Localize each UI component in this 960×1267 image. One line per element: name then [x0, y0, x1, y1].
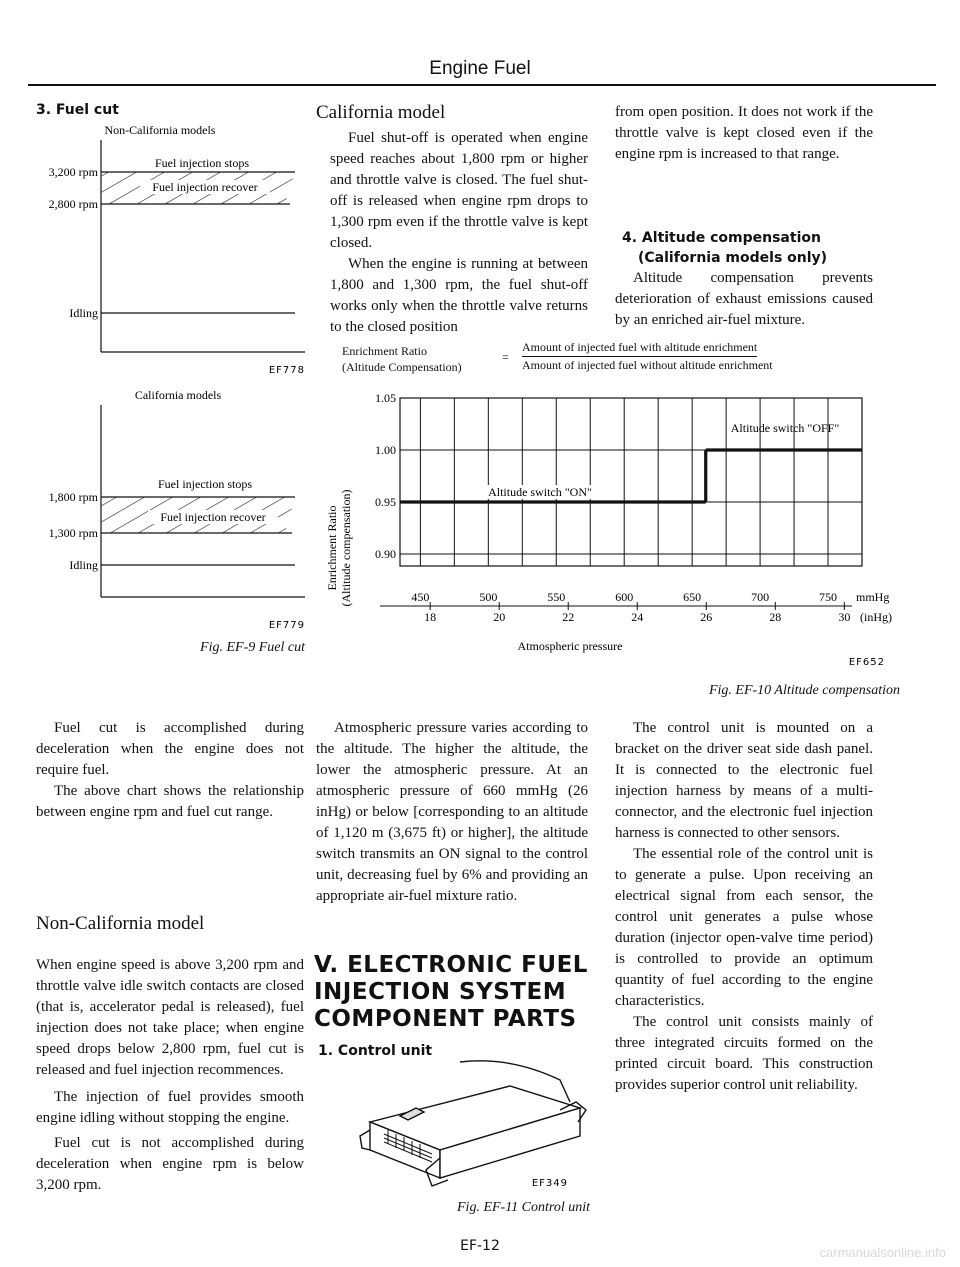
- y-tick-label: 0.90: [375, 547, 396, 561]
- atmospheric-para: Atmospheric pressure varies according to the altitude. The higher the altitude, the lower the atmospheric pressure. At an atmospheric pressure of 660 mmHg (26 inHg) or below [corresponding to an altitude of 1,120 m (3,675 ft) or higher], the altitude switch transmits an ON signal to the control unit, decreasing fuel by 6% and providing an appropriate air-fuel mixture ratio.: [316, 720, 588, 904]
- california-para2: When the engine is running at between 1,800 and 1,300 rpm, the fuel shut-off works only when the throttle valve returns to the closed position: [330, 256, 588, 335]
- formula-left1: Enrichment Ratio: [342, 344, 427, 358]
- enrichment-formula: [342, 340, 902, 380]
- non-california-text: [36, 955, 304, 1196]
- x-unit-mmhg: mmHg: [856, 590, 890, 604]
- x-tick-inhg: 24: [631, 610, 644, 624]
- x-tick-inhg: 20: [493, 610, 506, 624]
- altitude-chart: [325, 388, 910, 688]
- x-tick-mmhg: 650: [683, 590, 702, 604]
- chart1-recover-label: Fuel injection recover: [152, 180, 258, 194]
- formula-numerator: Amount of injected fuel with altitude enrichment: [522, 340, 757, 357]
- fuel-cut-para2: The above chart shows the relationship between engine rpm and fuel cut range.: [36, 783, 304, 820]
- fuel-cut-chart1-svg: [30, 120, 310, 380]
- formula-denominator: Amount of injected fuel without altitude enrichment: [522, 358, 773, 372]
- efi-heading: [314, 952, 588, 1033]
- california-text-cont: [615, 102, 873, 165]
- y-axis-label-line1: Enrichment Ratio: [325, 505, 339, 591]
- watermark: carmanualsonline.info: [819, 1245, 946, 1260]
- y-tick-label: 1.00: [375, 443, 396, 457]
- page-number: EF-12: [460, 1238, 500, 1254]
- x-tick-mmhg: 450: [411, 590, 430, 604]
- non-california-para1: When engine speed is above 3,200 rpm and throttle valve idle switch contacts are closed (that is, accelerator pedal is released), fuel injection does not take place; when engine speed drops below 2,800 rpm, fuel cut is released and fuel injection recommences.: [36, 957, 304, 1078]
- control-unit-subheading: 1. Control unit: [318, 1043, 433, 1059]
- switch-on-label: Altitude switch "ON": [488, 485, 592, 499]
- control-unit-text: [615, 718, 873, 1096]
- altitude-chart-svg: [325, 388, 910, 688]
- fuel-cut-chart-california: [30, 385, 310, 635]
- fuel-cut-chart2-svg: [30, 385, 310, 635]
- chart1-label: Non-California models: [104, 123, 216, 137]
- x-tick-inhg: 18: [424, 610, 437, 624]
- california-heading: California model: [316, 102, 446, 123]
- fig-ef11-caption: Fig. EF-11 Control unit: [457, 1200, 590, 1215]
- x-tick-inhg: 28: [769, 610, 782, 624]
- altitude-para: Altitude compensation prevents deterioration of exhaust emissions caused by an enriched air-fuel mixture.: [615, 270, 873, 328]
- chart2-stops-label: Fuel injection stops: [158, 477, 252, 491]
- y-tick-label: 0.95: [375, 495, 396, 509]
- x-tick-inhg: 30: [838, 610, 851, 624]
- switch-off-label: Altitude switch "OFF": [730, 421, 840, 435]
- non-california-para2: The injection of fuel provides smooth engine idling without stopping the engine.: [36, 1089, 304, 1126]
- altitude-heading: [622, 228, 880, 268]
- chart1-idling: Idling: [69, 306, 98, 320]
- chart2-idling: Idling: [69, 558, 98, 572]
- x-tick-mmhg: 550: [547, 590, 566, 604]
- formula-left2: (Altitude Compensation): [342, 360, 462, 374]
- california-para2-cont: from open position. It does not work if the throttle valve is kept closed even if the engine rpm is increased to that range.: [615, 104, 873, 162]
- non-california-para3: Fuel cut is not accomplished during deceleration when engine rpm is below 3,200 rpm.: [36, 1135, 304, 1193]
- chart1-rpm-low: 2,800 rpm: [48, 197, 98, 211]
- x-tick-inhg: 26: [700, 610, 713, 624]
- fuel-cut-chart-non-california: [30, 120, 310, 380]
- y-tick-label: 1.05: [375, 391, 396, 405]
- x-tick-inhg: 22: [562, 610, 575, 624]
- fuel-cut-heading: 3. Fuel cut: [36, 102, 119, 118]
- chart1-rpm-high: 3,200 rpm: [48, 165, 98, 179]
- chart2-rpm-high: 1,800 rpm: [48, 490, 98, 504]
- altitude-chart-code: EF652: [848, 657, 885, 668]
- page-header-title: Engine Fuel: [429, 58, 531, 79]
- control-unit-para3: The control unit consists mainly of three integrated circuits formed on the printed circuit board. This construction provides superior control unit reliability.: [615, 1014, 873, 1093]
- x-tick-mmhg: 500: [479, 590, 498, 604]
- altitude-series: [400, 450, 862, 502]
- control-unit-para1: The control unit is mounted on a bracket on the driver seat side dash panel. It is connected to the electronic fuel injection harness by means of a multi-connector, and the electronic fuel injection harness is connected to other sensors.: [615, 720, 873, 841]
- non-california-heading: Non-California model: [36, 913, 205, 934]
- fuel-cut-para1: Fuel cut is accomplished during deceleration when the engine does not require fuel.: [36, 720, 304, 778]
- control-unit-code: EF349: [531, 1178, 568, 1189]
- chart2-rpm-low: 1,300 rpm: [48, 526, 98, 540]
- x-tick-mmhg: 750: [819, 590, 838, 604]
- chart2-recover-label: Fuel injection recover: [160, 510, 266, 524]
- chart2-code: EF779: [268, 620, 305, 631]
- formula-equals: =: [502, 350, 509, 364]
- chart1-stops-label: Fuel injection stops: [155, 156, 249, 170]
- fig-ef10-caption: Fig. EF-10 Altitude compensation: [708, 683, 900, 698]
- atmospheric-text: [316, 718, 588, 907]
- header-rule: [28, 84, 936, 86]
- efi-heading-line3: COMPONENT PARTS: [314, 1006, 577, 1032]
- x-unit-inhg: (inHg): [860, 610, 892, 624]
- control-unit-drawing: [340, 1050, 590, 1190]
- efi-heading-line2: INJECTION SYSTEM: [314, 979, 567, 1005]
- control-unit-para2: The essential role of the control unit is to generate a pulse. Upon receiving an electrical signal from each sensor, the control unit generates a pulse whose duration (injector open-valve time period) is controlled to provide an optimum quantity of fuel according to the engine characteristics.: [615, 846, 873, 1009]
- altitude-text: [615, 268, 873, 331]
- california-text: [330, 128, 588, 338]
- chart1-code: EF778: [268, 365, 305, 376]
- x-tick-mmhg: 600: [615, 590, 634, 604]
- fig-ef9-caption: Fig. EF-9 Fuel cut: [200, 640, 305, 655]
- california-para1: Fuel shut-off is operated when engine speed reaches about 1,800 rpm or higher and throttle valve is closed. The fuel shut-off is released when engine rpm drops to 1,300 rpm even if the throttle valve is kept closed.: [330, 130, 588, 251]
- y-axis-label-line2: (Altitude compensation): [339, 489, 353, 607]
- fuel-cut-text: [36, 718, 304, 823]
- control-unit-figure: [340, 1050, 590, 1190]
- x-axis-label: Atmospheric pressure: [517, 639, 623, 653]
- x-tick-mmhg: 700: [751, 590, 770, 604]
- altitude-heading-line2: (California models only): [638, 250, 828, 266]
- efi-heading-line1: V. ELECTRONIC FUEL: [314, 952, 588, 978]
- altitude-heading-line1: 4. Altitude compensation: [622, 230, 821, 246]
- chart2-label: California models: [134, 388, 222, 402]
